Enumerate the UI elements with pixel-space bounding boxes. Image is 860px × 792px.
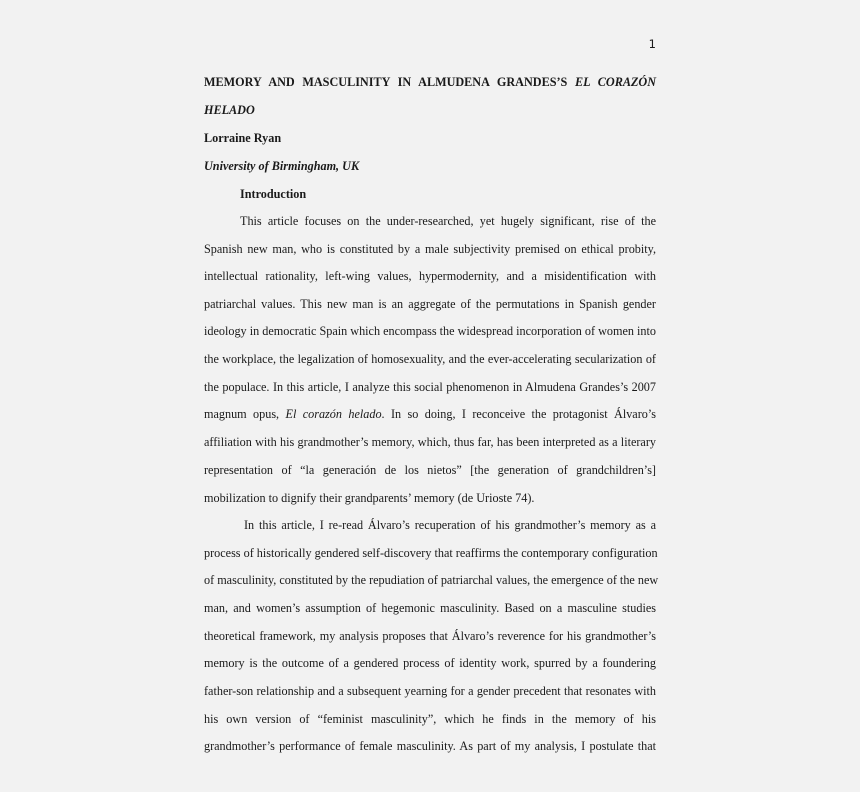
p1-line: affiliation with his grandmother’s memory, which, thus far, has been interpreted as a literary <box>204 435 656 449</box>
p2-line: theoretical framework, my analysis proposes that Álvaro’s reverence for his grandmother’s <box>204 629 656 643</box>
p1-line: This article focuses on the under-researched, yet hugely significant, rise of the <box>240 214 656 228</box>
p2-line: process of historically gendered self-discovery that reaffirms the contemporary configuration <box>204 546 658 560</box>
author-name: Lorraine Ryan <box>204 131 282 145</box>
p1-line: the workplace, the legalization of homosexuality, and the ever-accelerating secularization of <box>204 352 656 366</box>
p1-line: intellectual rationality, left-wing values, hypermodernity, and a misidentification with <box>204 269 656 283</box>
p1-line <box>204 406 656 422</box>
p2-line: father-son relationship and a subsequent yearning for a gender precedent that resonates with <box>204 684 656 698</box>
title-line-2: HELADO <box>204 103 255 117</box>
p1-line: mobilization to dignify their grandparents’ memory (de Urioste 74). <box>204 491 535 505</box>
p2-line: memory is the outcome of a gendered process of identity work, spurred by a foundering <box>204 656 656 670</box>
p1-text: . In so doing, I reconceive the protagonist Álvaro’s <box>381 407 656 421</box>
page-number: 1 <box>648 37 656 51</box>
p2-line: man, and women’s assumption of hegemonic masculinity. Based on a masculine studies <box>204 601 656 615</box>
title-italic-part: EL CORAZÓN <box>574 75 656 89</box>
p1-line: patriarchal values. This new man is an aggregate of the permutations in Spanish gender <box>204 297 656 311</box>
p1-text: magnum opus, <box>204 407 280 421</box>
p1-line: ideology in democratic Spain which encompass the widespread incorporation of women into <box>204 324 656 338</box>
title-text: MEMORY AND MASCULINITY IN ALMUDENA GRANDES’S <box>204 75 568 89</box>
p1-line: Spanish new man, who is constituted by a male subjectivity premised on ethical probity, <box>204 242 656 256</box>
section-heading: Introduction <box>240 187 307 201</box>
title-line-1 <box>204 74 656 90</box>
p2-line: of masculinity, constituted by the repudiation of patriarchal values, the emergence of the new <box>204 573 659 587</box>
p1-line: representation of “la generación de los nietos” [the generation of grandchildren’s] <box>204 463 656 477</box>
p2-line: grandmother’s performance of female masculinity. As part of my analysis, I postulate that <box>204 739 656 753</box>
p1-line: the populace. In this article, I analyze this social phenomenon in Almudena Grandes’s 2007 <box>204 380 656 394</box>
p2-line: his own version of “feminist masculinity”, which he finds in the memory of his <box>204 712 656 726</box>
book-title: El corazón helado <box>285 407 382 421</box>
author-affiliation: University of Birmingham, UK <box>204 159 360 173</box>
p2-line: In this article, I re-read Álvaro’s recuperation of his grandmother’s memory as a <box>244 518 656 532</box>
